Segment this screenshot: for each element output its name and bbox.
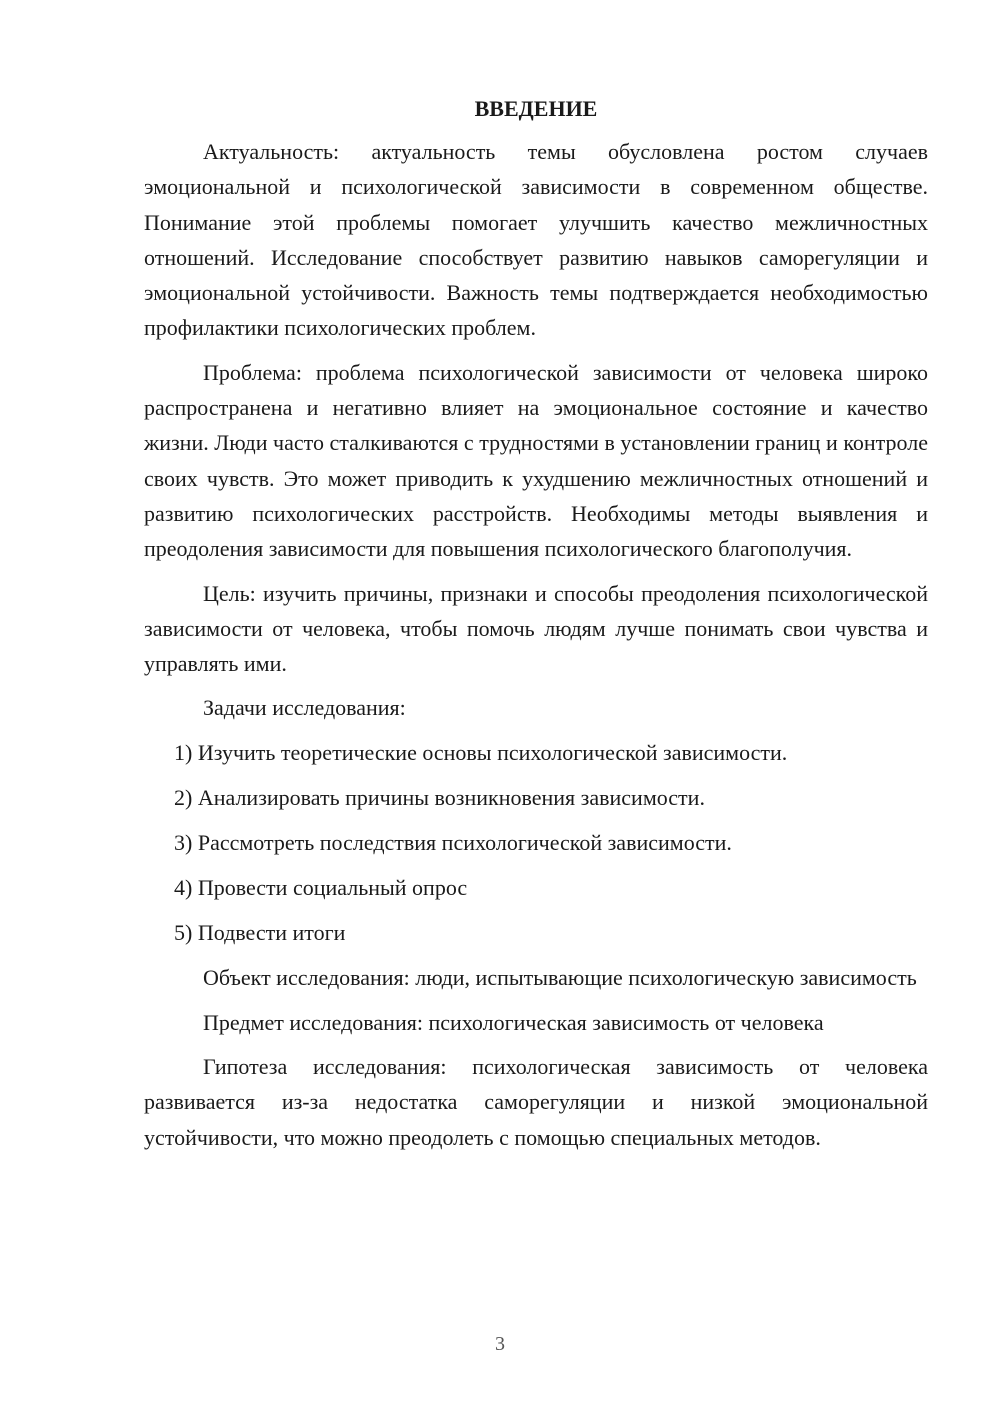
task-number: 1) <box>174 740 193 766</box>
task-item <box>144 825 928 860</box>
document-page <box>144 94 928 1164</box>
task-item <box>144 780 928 815</box>
subject-paragraph: Предмет исследования: психологическая зависимость от человека <box>203 1009 824 1035</box>
task-number: 4) <box>174 875 193 901</box>
section-title: ВВЕДЕНИЕ <box>474 96 598 121</box>
task-number: 2) <box>174 785 193 811</box>
task-item <box>144 870 928 905</box>
hypothesis-paragraph: Гипотеза исследования: психологическая зависимость от человека развивается из-за недостатка саморегуляции и низкой эмоциональной устойчивости, что можно преодолеть с помощью специальных методов. <box>144 1054 928 1150</box>
task-text: Подвести итоги <box>197 920 346 946</box>
relevance-paragraph: Актуальность: актуальность темы обусловлена ростом случаев эмоциональной и психологической зависимости в современном обществе. Понимание этой проблемы помогает улучшить качество межличностных отношений. Исследование способствует развитию навыков саморегуляции и эмоциональной устойчивости. Важность темы подтверждается необходимостью профилактики психологических проблем. <box>144 139 928 341</box>
goal-paragraph: Цель: изучить причины, признаки и способы преодоления психологической зависимости от человека, чтобы помочь людям лучше понимать свои чувства и управлять ими. <box>144 580 928 677</box>
problem-paragraph: Проблема: проблема психологической зависимости от человека широко распространена и негативно влияет на эмоциональное состояние и качество жизни. Люди часто сталкиваются с трудностями в установлении границ и контроле своих чувств. Это может приводить к ухудшению межличностных отношений и развитию психологических расстройств. Необходимы методы выявления и преодоления зависимости для повышения психологического благополучия. <box>144 359 928 562</box>
object-paragraph: Объект исследования: люди, испытывающие психологическую зависимость <box>203 965 917 991</box>
task-number: 3) <box>174 830 193 856</box>
task-text: Рассмотреть последствия психологической зависимости. <box>197 830 732 856</box>
task-text: Анализировать причины возникновения зависимости. <box>197 785 705 811</box>
task-text: Провести социальный опрос <box>197 875 468 901</box>
task-item <box>144 915 928 950</box>
task-item <box>144 735 928 770</box>
page-number: 3 <box>495 1333 505 1355</box>
task-text: Изучить теоретические основы психологической зависимости. <box>197 740 788 766</box>
tasks-heading: Задачи исследования: <box>203 695 406 721</box>
task-number: 5) <box>174 920 193 946</box>
